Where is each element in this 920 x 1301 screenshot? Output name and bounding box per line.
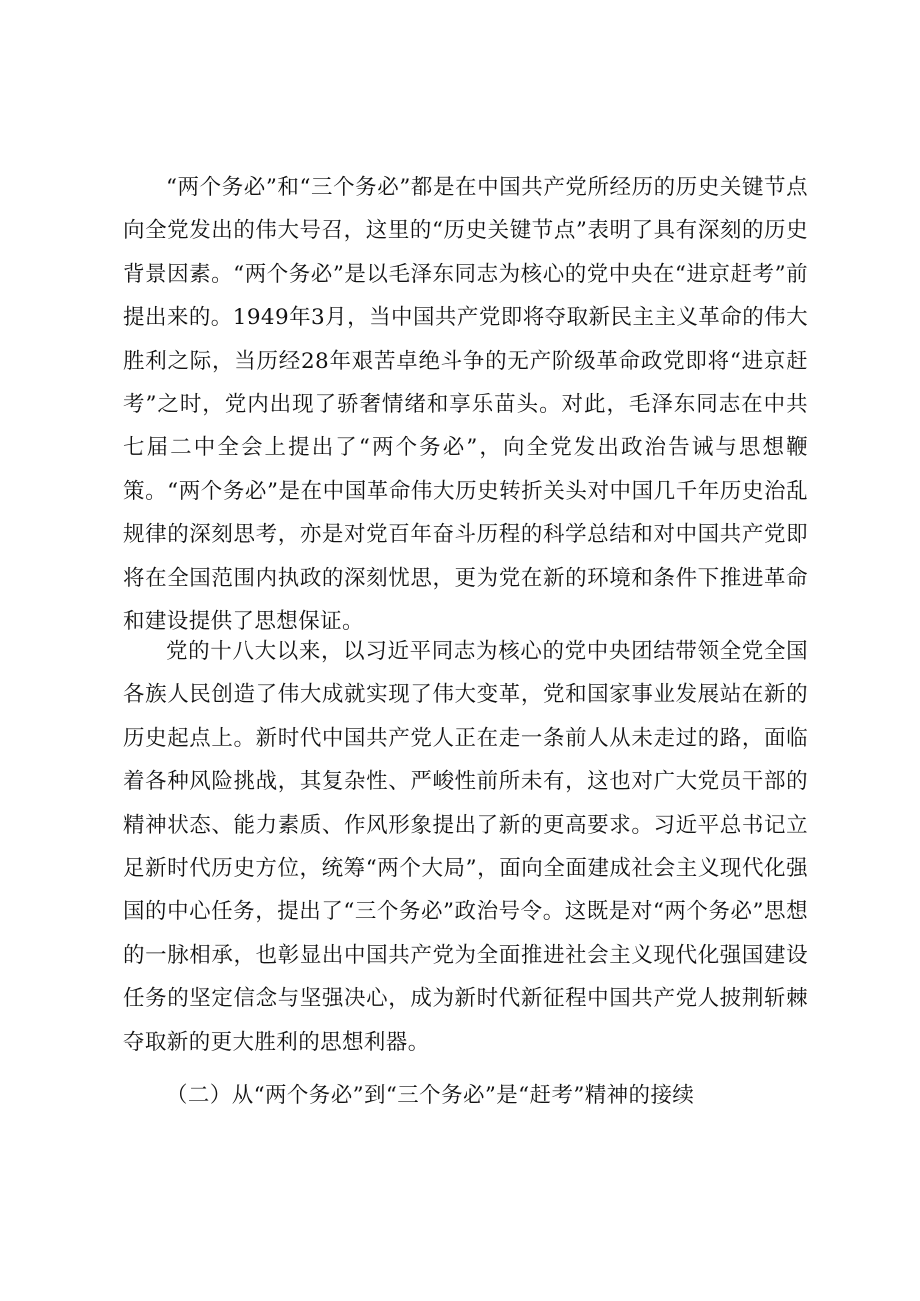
section-heading: （二）从“两个务必”到“三个务必”是“赶考”精神的接续	[166, 1083, 695, 1108]
body-paragraph: “两个务必”和“三个务必”都是在中国共产党所经历的历史关键节点向全党发出的伟大号召，这里的“历史关键节点”表明了具有深刻的历史背景因素。“两个务必”是以毛泽东同志为核心的党中央在“进京赶考”前提出来的。1949年3月，当中国共产党即将夺取新民主主义革命的伟大胜利之际，当历经28年艰苦卓绝斗争的无产阶级革命政党即将“进京赶考”之时，党内出现了骄奢情绪和享乐苗头。对此，毛泽东同志在中共七届二中全会上提出了“两个务必”，向全党发出政治告诫与思想鞭策。“两个务必”是在中国革命伟大历史转折关头对中国几千年历史治乱规律的深刻思考，亦是对党百年奋斗历程的科学总结和对中国共产党即将在全国范围内执政的深刻忧思，更为党在新的环境和条件下推进革命和建设提供了思想保证。	[123, 175, 808, 635]
body-paragraph: 党的十八大以来，以习近平同志为核心的党中央团结带领全党全国各族人民创造了伟大成就实现了伟大变革，党和国家事业发展站在新的历史起点上。新时代中国共产党人正在走一条前人从未走过的路，面临着各种风险挑战，其复杂性、严峻性前所未有，这也对广大党员干部的精神状态、能力素质、作风形象提出了新的更高要求。习近平总书记立足新时代历史方位，统筹“两个大局”，面向全面建成社会主义现代化强国的中心任务，提出了“三个务必”政治号令。这既是对“两个务必”思想的一脉相承，也彰显出中国共产党为全面推进社会主义现代化强国建设任务的坚定信念与坚强决心，成为新时代新征程中国共产党人披荆斩棘夺取新的更大胜利的思想利器。	[123, 639, 808, 1055]
